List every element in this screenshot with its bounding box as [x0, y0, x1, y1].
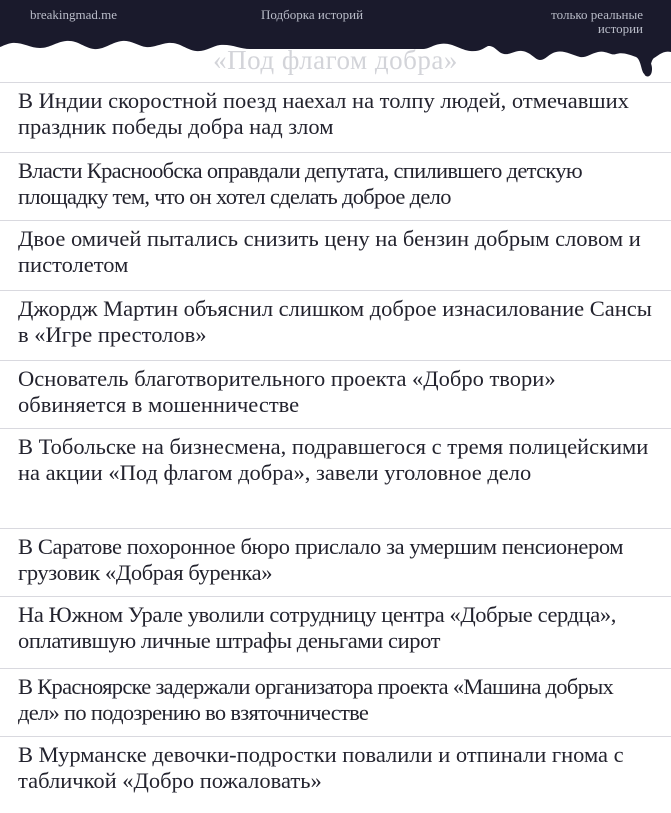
story-item: В Индии скоростной поезд наехал на толпу людей, отмечавших праздник победы добра над злом	[0, 82, 671, 152]
collection-label: Подборка историй	[261, 7, 364, 22]
story-item: В Мурманске девочки-подростки повалили и отпинали гнома с табличкой «Добро пожаловать»	[0, 736, 671, 808]
story-item: В Саратове похоронное бюро прислало за умершим пенсионером грузовик «Добрая буренка»	[0, 528, 671, 596]
tagline	[503, 8, 643, 36]
story-list	[0, 82, 671, 808]
story-item: В Красноярске задержали организатора проекта «Машина добрых дел» по подозрению во взяточничестве	[0, 668, 671, 736]
story-item: Основатель благотворительного проекта «Добро твори» обвиняется в мошенничестве	[0, 360, 671, 428]
page-title: «Под флагом добра»	[213, 45, 458, 75]
tagline-line-2: истории	[597, 21, 643, 36]
story-item: Двое омичей пытались снизить цену на бензин добрым словом и пистолетом	[0, 220, 671, 290]
story-item: В Тобольске на бизнесмена, подравшегося с тремя полицейскими на акции «Под флагом добра», завели уголовное дело	[0, 428, 671, 528]
story-item: Джордж Мартин объяснил слишком доброе изнасилование Сансы в «Игре престолов»	[0, 290, 671, 360]
story-item: Власти Краснообска оправдали депутата, спилившего детскую площадку тем, что он хотел сделать доброе дело	[0, 152, 671, 220]
story-item: На Южном Урале уволили сотрудницу центра «Добрые сердца», оплатившую личные штрафы деньгами сирот	[0, 596, 671, 668]
header-banner	[0, 0, 671, 90]
tagline-line-1: только реальные	[551, 7, 643, 22]
site-name: breakingmad.me	[30, 7, 117, 22]
